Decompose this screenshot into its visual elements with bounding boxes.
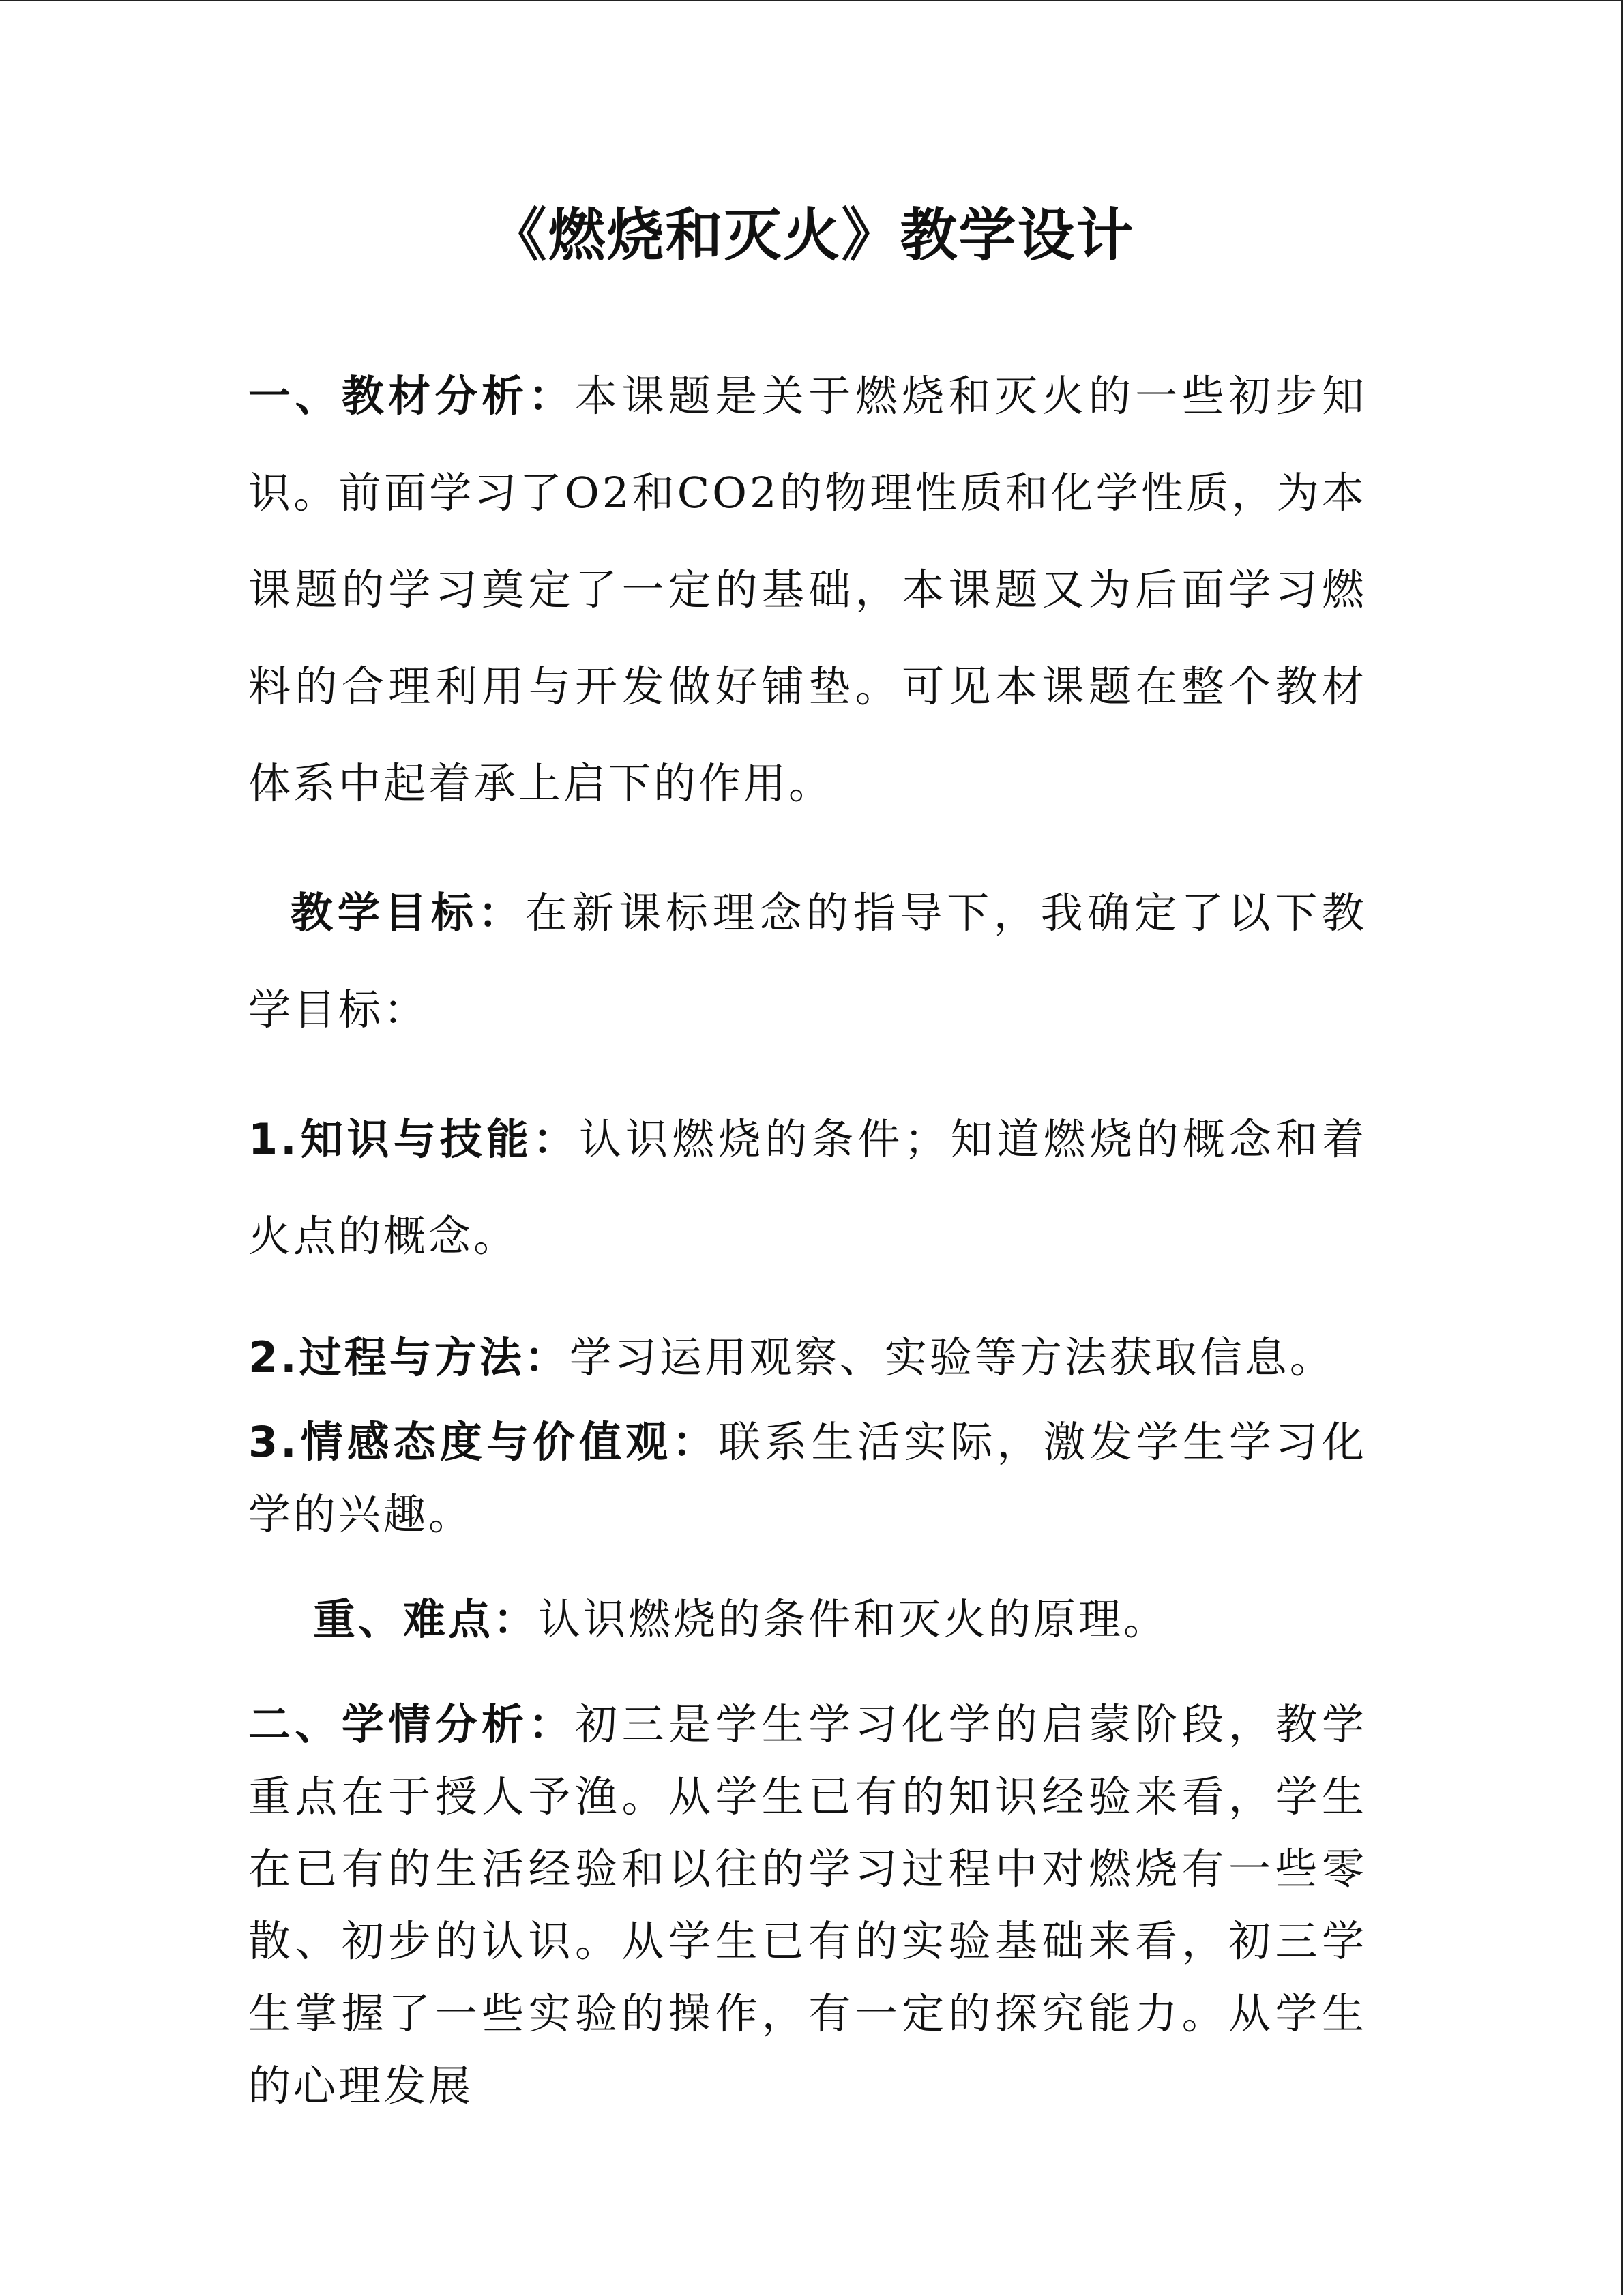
document-title: 《燃烧和灭火》教学设计 bbox=[489, 202, 1135, 269]
goal-attitude-text: 联系生活实际，激发学生学习化学的兴趣。 bbox=[248, 1417, 1367, 1539]
teaching-goals-paragraph bbox=[248, 865, 1367, 1058]
goal-knowledge-paragraph bbox=[248, 1091, 1367, 1285]
student-analysis-text: 初三是学生学习化学的启蒙阶段，教学重点在于授人予渔。从学生已有的知识经验来看，学生在已有的生活经验和以往的学习过程中对燃烧有一些零散、初步的认识。从学生已有的实验基础来看，初三学生掌握了一些实验的操作，有一定的探究能力。从学生的心理发展 bbox=[248, 1699, 1367, 2111]
goal-attitude-label: 3.情感态度与价值观： bbox=[248, 1417, 719, 1467]
key-points-text: 认识燃烧的条件和灭火的原理。 bbox=[538, 1594, 1169, 1644]
document-body bbox=[248, 348, 1367, 2122]
goal-process-label: 2.过程与方法： bbox=[248, 1332, 570, 1382]
student-analysis-paragraph bbox=[248, 1688, 1367, 2122]
material-analysis-paragraph bbox=[248, 348, 1367, 832]
student-analysis-label: 二、学情分析： bbox=[248, 1699, 576, 1749]
goal-attitude-paragraph bbox=[248, 1406, 1367, 1551]
teaching-goals-label: 教学目标： bbox=[291, 888, 525, 938]
material-analysis-label: 一、教材分析： bbox=[248, 371, 576, 421]
key-points-label: 重、难点： bbox=[313, 1594, 539, 1644]
material-analysis-text: 本课题是关于燃烧和灭火的一些初步知识。前面学习了O2和CO2的物理性质和化学性质，为本课题的学习奠定了一定的基础，本课题又为后面学习燃料的合理利用与开发做好铺垫。可见本课题在整个教材体系中起着承上启下的作用。 bbox=[248, 371, 1367, 808]
key-points-paragraph bbox=[248, 1583, 1367, 1656]
teaching-goals-text: 在新课标理念的指导下，我确定了以下教学目标： bbox=[248, 888, 1367, 1034]
goal-knowledge-label: 1.知识与技能： bbox=[248, 1114, 580, 1164]
goal-process-text: 学习运用观察、实验等方法获取信息。 bbox=[569, 1332, 1335, 1382]
goal-knowledge-text: 认识燃烧的条件；知道燃烧的概念和着火点的概念。 bbox=[248, 1114, 1367, 1261]
goal-process-paragraph bbox=[248, 1309, 1367, 1406]
